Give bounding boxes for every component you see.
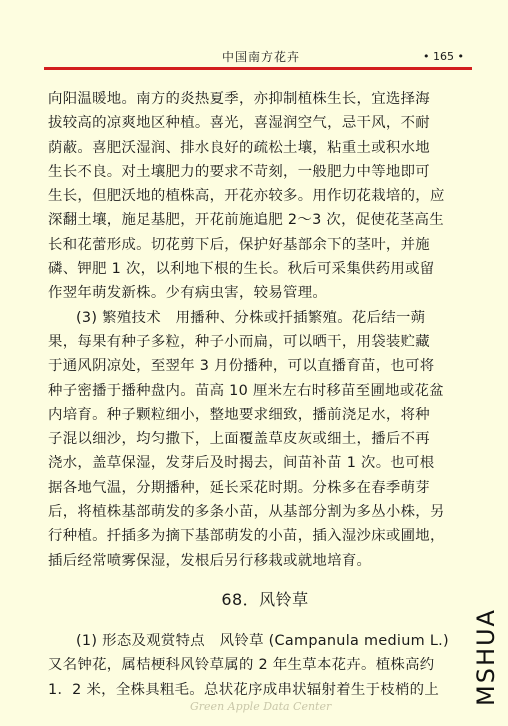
header-title: 中国南方花卉: [222, 50, 301, 64]
text-line: 作翌年萌发新株。少有病虫害，较易管理。: [48, 285, 328, 302]
text-line: 生长，但肥沃地的植株高，开花亦较多。用作切花栽培的，应: [48, 188, 445, 205]
text-line: 1．2 米，全株具粗毛。总状花序成串状辐射着生于枝梢的上: [48, 681, 440, 698]
text-line: 果，每果有种子多粒，种子小而扁，可以晒干，用袋装贮藏: [48, 333, 430, 350]
text-line: (1) 形态及观赏特点 风铃草 (Campanula medium L.): [76, 632, 449, 649]
text-line: 后，将植株基部萌发的多条小苗，从基部分割为多丛小株，另: [48, 504, 445, 521]
text-line: 插后经常喷雾保湿，发根后另行移栽或就地培育。: [48, 552, 372, 569]
side-watermark-text: MSHUA: [472, 608, 500, 706]
text-line: 向阳温暖地。南方的炎热夏季，亦抑制植株生长，宜选择海: [48, 91, 430, 107]
text-line: 浇水，盖草保湿，发芽后及时揭去，间苗补苗 1 次。也可根: [48, 455, 435, 472]
header-rule: [44, 67, 472, 70]
text-line: 长和花蕾形成。切花剪下后，保护好基部余下的茎叶，并施: [48, 236, 430, 253]
text-line: 于通风阴凉处，至翌年 3 月份播种，可以直播育苗，也可将: [48, 358, 435, 375]
paragraph-morphology: [48, 629, 470, 702]
page-number: • 165 •: [423, 50, 464, 63]
text-line: 磷、钾肥 1 次，以利地下根的生长。秋后可采集供药用或留: [48, 261, 435, 278]
text-line: 生长不良。对土壤肥力的要求不苛刻，一般肥力中等地即可: [48, 163, 430, 180]
text-line: 又名钟花，属桔梗科风铃草属的 2 年生草本花卉。植株高约: [48, 657, 435, 674]
text-line: 种子密播于播种盘内。苗高 10 厘米左右时移苗至圃地或花盆: [48, 382, 444, 399]
text-line: 荫蔽。喜肥沃湿润、排水良好的疏松土壤，粘重土或积水地: [48, 139, 430, 156]
text-line: 行种植。扦插多为摘下基部萌发的小苗，插入湿沙床或圃地，: [48, 528, 445, 545]
page-body: [48, 87, 470, 702]
running-header: [48, 50, 472, 66]
text-line: 据各地气温，分期播种，延长采花时期。分株多在春季萌芽: [48, 479, 430, 496]
section-heading: 68．风铃草: [221, 589, 309, 609]
text-line: (3) 繁殖技术 用播种、分株或扦插繁殖。花后结一蒴: [76, 309, 426, 326]
bottom-watermark: Green Apple Data Center: [190, 700, 332, 713]
text-line: 子混以细沙，均匀撒下，上面覆盖草皮灰或细土，播后不再: [48, 431, 430, 448]
text-line: 深翻土壤，施足基肥，开花前施追肥 2～3 次，促使花茎高生: [48, 212, 444, 229]
text-line: 拔较高的凉爽地区种植。喜光，喜湿润空气，忌干风，不耐: [48, 115, 430, 132]
paragraph-cultivation: [48, 87, 470, 306]
paragraph-propagation: [48, 306, 470, 573]
side-watermark: [468, 608, 504, 706]
text-line: 内培育。种子颗粒细小，整地要求细致，播前浇足水，将种: [48, 406, 430, 423]
